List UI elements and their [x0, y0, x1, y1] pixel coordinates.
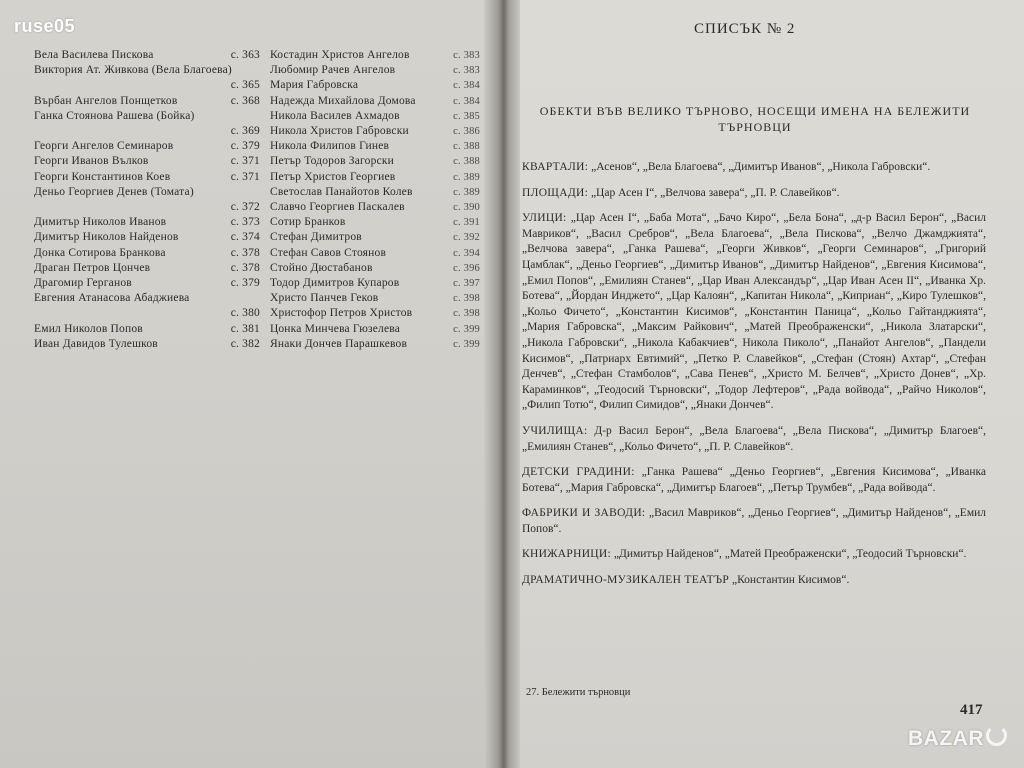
index-entry-page: с. 388	[453, 156, 480, 168]
index-entry-page: с. 385	[453, 110, 480, 122]
index-column-2	[270, 48, 480, 352]
index-entry	[34, 94, 260, 109]
index-entry-name: Надежда Михайлова Домова	[270, 94, 416, 107]
index-entry	[270, 246, 480, 261]
index-entry	[270, 48, 480, 63]
index-entry	[270, 154, 480, 169]
page-number: 417	[960, 702, 983, 718]
bazar-logo	[908, 725, 1007, 751]
index-entry-name: Любомир Рачев Ангелов	[270, 64, 396, 77]
index-entry-name: Стойно Дюстабанов	[270, 261, 373, 274]
index-entry-name: Георги Иванов Вълков	[34, 155, 149, 168]
objects-section	[522, 160, 986, 176]
index-entry	[34, 139, 260, 154]
index-entry	[270, 63, 480, 78]
index-entry-page: с. 389	[453, 186, 480, 198]
index-entry	[270, 124, 480, 139]
section-text: „Константин Кисимов“.	[731, 574, 850, 587]
index-entry-name: Цонка Минчева Гюзелева	[270, 322, 401, 335]
index-entry-name: Евгения Атанасова Абаджиева	[34, 292, 190, 305]
objects-section	[522, 506, 986, 537]
index-entry-page: с. 372	[230, 201, 260, 214]
index-entry	[34, 215, 260, 230]
index-entry-page: с. 378	[230, 261, 260, 274]
index-entry-name: Драган Петров Цончев	[34, 261, 151, 274]
index-entry	[270, 139, 480, 154]
index-entry-page: с. 398	[453, 293, 480, 305]
index-entry	[270, 109, 480, 124]
index-entry	[270, 200, 480, 215]
index-entry-page: с. 378	[230, 246, 260, 259]
index-entry	[270, 215, 480, 230]
objects-sections	[522, 160, 986, 599]
index-entry-name: Тодор Димитров Купаров	[270, 277, 400, 290]
index-entry-name: Светослав Панайотов Колев	[270, 185, 413, 198]
index-entry-page: с. 384	[453, 80, 480, 92]
index-entry	[34, 276, 260, 291]
index-entry	[34, 170, 260, 185]
smile-icon	[986, 725, 1007, 746]
index-entry-page: с. 379	[230, 140, 260, 153]
index-entry-page: с. 392	[453, 232, 480, 244]
index-entry-name: Върбан Ангелов Понщетков	[34, 94, 178, 107]
index-entry	[270, 261, 480, 276]
index-entry-page: с. 373	[230, 216, 260, 229]
index-entry-name: Костадин Христов Ангелов	[270, 49, 410, 61]
index-entry-name: Христофор Петров Христов	[270, 307, 413, 320]
section-heading: КНИЖАРНИЦИ:	[522, 548, 611, 561]
index-entry	[270, 185, 480, 200]
section-heading: ДЕТСКИ ГРАДИНИ:	[522, 466, 635, 479]
section-text: „Ганка Рашева“ „Деньо Георгиев“, „Евгения Кисимова“, „Иванка Ботева“, „Мария Габровска“, „Димитър Благоев“, „Петър Трумбев“, „Рада войвода“.	[522, 466, 987, 494]
index-entry	[270, 78, 480, 93]
index-entry-page: с. 374	[230, 231, 260, 244]
index-entry	[270, 170, 480, 185]
index-entry-page: с. 371	[230, 155, 260, 168]
left-page	[0, 0, 500, 768]
index-entry-page: с. 394	[453, 247, 480, 259]
index-entry	[34, 291, 260, 321]
index-entry	[34, 230, 260, 245]
index-entry-page: с. 398	[453, 308, 480, 320]
objects-section	[522, 186, 986, 202]
watermark-text: ruse05	[14, 16, 76, 36]
index-entry-page: с. 368	[230, 94, 260, 107]
index-entry	[34, 322, 260, 337]
index-entry	[270, 94, 480, 109]
index-entry-name: Стефан Савов Стоянов	[270, 246, 387, 259]
index-entry	[270, 230, 480, 245]
index-entry-name: Петър Тодоров Загорски	[270, 155, 395, 168]
section-heading: ДРАМАТИЧНО-МУЗИКАЛЕН ТЕАТЪР	[522, 574, 730, 587]
index-entry	[270, 337, 480, 352]
index-entry-name: Димитър Николов Найденов	[34, 231, 179, 244]
index-entry-name: Петър Христов Георгиев	[270, 170, 396, 183]
objects-section	[522, 211, 986, 414]
index-entry-page: с. 391	[453, 217, 480, 229]
index-entry-name: Славчо Георгиев Паскалев	[270, 201, 405, 214]
objects-section	[522, 465, 986, 496]
index-entry-name: Янаки Дончев Парашкевов	[270, 337, 408, 350]
index-entry	[270, 276, 480, 291]
list-title: СПИСЪК № 2	[694, 21, 796, 37]
index-entry-name: Сотир Бранков	[270, 216, 346, 229]
index-entry-name: Мария Габровска	[270, 79, 359, 92]
index-entry	[270, 291, 480, 306]
index-entry-page: с. 399	[453, 338, 480, 350]
bazar-logo-text: BAZAR	[908, 727, 984, 750]
book-gutter	[484, 0, 524, 768]
index-entry-page: с. 379	[230, 277, 260, 290]
index-entry	[34, 261, 260, 276]
index-entry	[34, 109, 260, 139]
index-entry-page: с. 384	[453, 95, 480, 107]
index-entry-name: Христо Панчев Геков	[270, 292, 379, 305]
index-entry-page: с. 383	[453, 65, 480, 77]
index-entry-page: с. 399	[453, 323, 480, 335]
section-heading: ПЛОЩАДИ:	[522, 186, 589, 199]
index-entry-page: с. 390	[453, 202, 480, 214]
index-entry-name: Донка Сотирова Бранкова	[34, 246, 166, 259]
section-text: „Цар Асен I“, „Баба Мота“, „Бачо Киро“, „Бела Бона“, „д-р Васил Берон“, „Васил Мавриков“, „Васил Сребров“, „Вела Благоева“, „Вела Пискова“, „Велчо Джамджията“, „Велчова завера“, „Ганка Рашева“, „Георги Живков“, „Георги Семинаров“, „Григорий Цамблак“, „Деньо Георгиев“, „Димитър Иванов“, „Димитър Найденов“, „Евгения Кисимова“, „Емил Попов“, „Емилиян Станев“, „Цар Иван Александър“, „Цар Иван Асен II“, „Иванка Хр. Ботева“, „Йордан Инджето“, „Цар Калоян“, „Капитан Никола“, „Киприан“, „Киро Тулешков“, „Кольо Фичето“, „Константин Кисимов“, „Константин Паница“, „Кольо Гайтанджията“, „Мария Габровска“, „Максим Райкович“, „Матей Преображенски“, „Никола Златарски“, „Никола Габровски“, „Никола Кабакчиев“, Никола Пиколо“, „Панайот Ангелов“, „Пандели Кисимов“, „Патриарх Евтимий“, „Петко Р. Славейков“, „Стефан (Стоян) Ахтар“, „Стефан Денчев“, „Стефан Стамболов“, „Сава Пенев“, „Христо М. Белчев“, „Христо Донев“, „Хр. Караминков“, „Теодосий Търновски“, „Тодор Лефтеров“, „Рада войвода“, „Райчо Николов“, „Филип Тотю“, Филип Симидов“, „Янаки Дончев“.	[522, 212, 987, 412]
index-entry	[34, 246, 260, 261]
objects-section	[522, 573, 986, 589]
section-text: Д-р Васил Берон“, „Вела Благоева“, „Вела Пискова“, „Димитър Благоев“, „Емилиян Станев“, „Кольо Фичето“, „П. Р. Славейков“.	[522, 424, 987, 453]
index-entry-page: с. 397	[453, 278, 480, 290]
index-entry-page: с. 386	[453, 126, 480, 138]
index-entry-page: с. 388	[453, 141, 480, 153]
index-entry-page: с. 396	[453, 262, 480, 274]
index-entry	[34, 154, 260, 169]
index-entry-page: с. 371	[230, 170, 260, 183]
section-heading: ФАБРИКИ И ЗАВОДИ:	[522, 507, 646, 520]
section-text: „Асенов“, „Вела Благоева“, „Димитър Иванов“, „Никола Габровски“.	[591, 161, 931, 173]
index-entry-name: Вела Василева Пискова	[34, 49, 154, 61]
index-entry-name: Ганка Стоянова Рашева (Бойка)	[34, 109, 195, 122]
index-entry-page: с. 380	[230, 307, 260, 320]
index-entry-name: Димитър Николов Иванов	[34, 216, 167, 229]
index-entry	[270, 322, 480, 337]
section-text: „Димитър Найденов“, „Матей Преображенски“, „Теодосий Търновски“.	[613, 548, 967, 561]
section-heading: КВАРТАЛИ:	[522, 161, 589, 173]
page-footnote: 27. Бележити търновци	[526, 687, 631, 698]
objects-section	[522, 424, 986, 455]
index-column-1	[34, 48, 260, 352]
index-entry-name: Деньо Георгиев Денев (Томата)	[34, 185, 194, 198]
index-entry-name: Никола Христов Габровски	[270, 125, 409, 138]
index-entry-page: с. 381	[230, 322, 260, 335]
index-entry	[34, 63, 260, 93]
index-entry	[34, 48, 260, 63]
index-entry-page: с. 382	[230, 337, 260, 350]
index-entry-page: с. 369	[230, 125, 260, 138]
index-entry-name: Иван Давидов Тулешков	[34, 337, 158, 350]
index-entry-name: Георги Константинов Коев	[34, 170, 171, 183]
index-entry-page: с. 383	[453, 50, 480, 61]
section-heading: УЧИЛИЩА:	[522, 424, 588, 437]
index-entry-name: Никола Василев Ахмадов	[270, 109, 400, 122]
index-entry-page: с. 365	[230, 79, 260, 92]
index-entry-page: с. 389	[453, 171, 480, 183]
index-entry	[34, 337, 260, 352]
list-subheading: ОБЕКТИ ВЪВ ВЕЛИКО ТЪРНОВО, НОСЕЩИ ИМЕНА НА БЕЛЕЖИТИ ТЪРНОВЦИ	[539, 104, 971, 134]
section-text: „Цар Асен I“, „Велчова завера“, „П. Р. Славейков“.	[590, 186, 840, 199]
objects-section	[522, 547, 986, 563]
index-entry-name: Никола Филипов Гинев	[270, 140, 390, 153]
index-entry	[34, 185, 260, 215]
index-entry-name: Емил Николов Попов	[34, 322, 143, 335]
section-heading: УЛИЦИ:	[522, 212, 567, 225]
index-entry-page: с. 363	[230, 49, 260, 61]
index-entry-name: Виктория Ат. Живкова (Вела Благоева)	[34, 64, 232, 77]
index-entry-name: Стефан Димитров	[270, 231, 362, 244]
index-entry-name: Драгомир Герганов	[34, 277, 132, 290]
section-text: „Васил Мавриков“, „Деньо Георгиев“, „Димитър Найденов“, „Емил Попов“.	[522, 507, 986, 535]
index-entry-name: Георги Ангелов Семинаров	[34, 140, 174, 153]
index-entry	[270, 306, 480, 321]
